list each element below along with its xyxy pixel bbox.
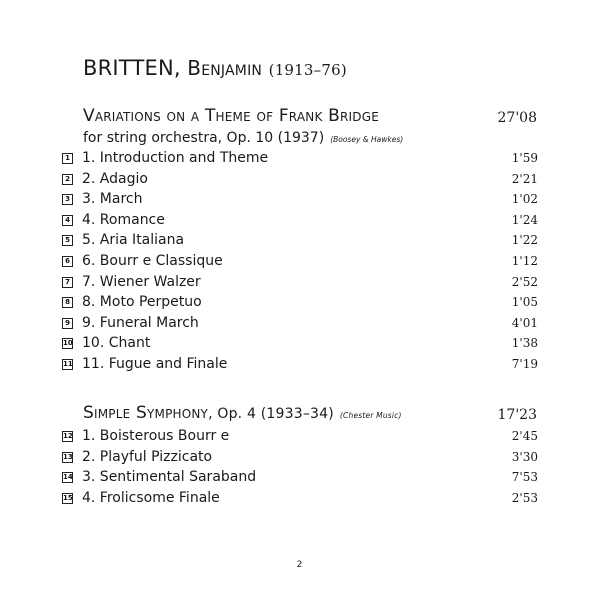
track-number-box: 9 xyxy=(62,318,73,329)
track-number-box: 13 xyxy=(63,452,73,461)
work-duration-variations: 27'08 xyxy=(497,110,537,126)
track-duration: 2'53 xyxy=(511,490,538,505)
work-title-text: Variations on a Theme of Frank Bridge xyxy=(83,106,379,126)
track-duration: 2'52 xyxy=(511,274,538,289)
track-number-box: 5 xyxy=(62,235,73,246)
work-subtitle-variations xyxy=(83,130,403,146)
track-duration: 1'38 xyxy=(511,336,538,351)
track-duration: 2'21 xyxy=(511,171,538,186)
composer-heading xyxy=(83,56,347,80)
track-title: 2. Playful Pizzicato xyxy=(82,448,213,465)
track-row xyxy=(62,469,538,489)
track-row xyxy=(62,449,538,469)
track-number-box: 6 xyxy=(62,256,73,267)
work-publisher: (Chester Music) xyxy=(339,411,402,420)
track-row xyxy=(62,253,538,273)
track-title: 1. Introduction and Theme xyxy=(82,150,269,166)
track-title: 5. Aria Italiana xyxy=(82,232,185,249)
track-number-box: 7 xyxy=(62,277,73,288)
track-duration: 1'02 xyxy=(511,192,538,207)
composer-dates: (1913–76) xyxy=(268,61,347,79)
track-title: 1. Boisterous Bourr e xyxy=(82,428,230,444)
track-row xyxy=(62,232,538,252)
track-row xyxy=(62,212,538,232)
track-number-box: 14 xyxy=(63,473,73,481)
track-row xyxy=(62,490,538,510)
track-row xyxy=(62,191,538,211)
track-title: 9. Funeral March xyxy=(82,314,199,331)
track-title: 8. Moto Perpetuo xyxy=(82,294,202,311)
track-duration: 1'12 xyxy=(511,254,538,268)
track-title: 4. Romance xyxy=(82,211,165,228)
track-number-box: 15 xyxy=(63,493,73,502)
track-number-box: 3 xyxy=(62,194,73,205)
track-number-box: 10 xyxy=(63,339,73,348)
work-duration-simple-symphony: 17'23 xyxy=(497,407,537,423)
track-duration: 2'45 xyxy=(511,429,538,443)
track-number-box: 4 xyxy=(62,215,73,226)
track-row xyxy=(62,428,538,448)
work-title-text: Simple Symphony xyxy=(83,403,209,423)
track-row xyxy=(62,335,538,355)
track-number-box: 2 xyxy=(62,174,73,185)
work-subtitle-text: for string orchestra, Op. 10 (1937) xyxy=(83,130,325,146)
track-title: 4. Frolicsome Finale xyxy=(82,489,220,506)
track-row xyxy=(62,171,538,191)
work-title-rest: , Op. 4 (1933–34) xyxy=(208,406,334,422)
track-duration: 7'19 xyxy=(511,357,538,371)
track-title: 11. Fugue and Finale xyxy=(82,356,228,372)
track-duration: 3'30 xyxy=(511,449,538,464)
track-duration: 7'53 xyxy=(511,470,538,484)
track-title: 2. Adagio xyxy=(82,170,148,187)
track-duration: 1'22 xyxy=(511,233,538,248)
track-duration: 1'24 xyxy=(511,212,538,227)
track-number-box: 12 xyxy=(63,432,73,440)
work-title-variations xyxy=(83,106,379,126)
work-publisher: (Boosey & Hawkes) xyxy=(330,135,404,144)
track-row xyxy=(62,356,538,376)
track-number-box: 11 xyxy=(63,360,73,368)
track-title: 3. Sentimental Saraband xyxy=(82,469,257,485)
track-title: 6. Bourr e Classique xyxy=(82,253,223,269)
track-title: 7. Wiener Walzer xyxy=(82,273,201,290)
track-number-box: 8 xyxy=(62,297,73,308)
track-row xyxy=(62,274,538,294)
track-number-box: 1 xyxy=(62,153,73,164)
track-duration: 1'59 xyxy=(511,151,538,165)
track-duration: 1'05 xyxy=(511,295,538,310)
track-row xyxy=(62,150,538,170)
track-row xyxy=(62,315,538,335)
composer-first-name: Benjamin xyxy=(187,56,263,80)
page-number: 2 xyxy=(296,560,303,570)
track-duration: 4'01 xyxy=(511,315,538,330)
composer-last-name: BRITTEN, xyxy=(83,56,181,80)
track-title: 10. Chant xyxy=(82,335,151,352)
track-title: 3. March xyxy=(82,191,143,208)
work-title-simple-symphony xyxy=(83,403,402,423)
track-row xyxy=(62,294,538,314)
